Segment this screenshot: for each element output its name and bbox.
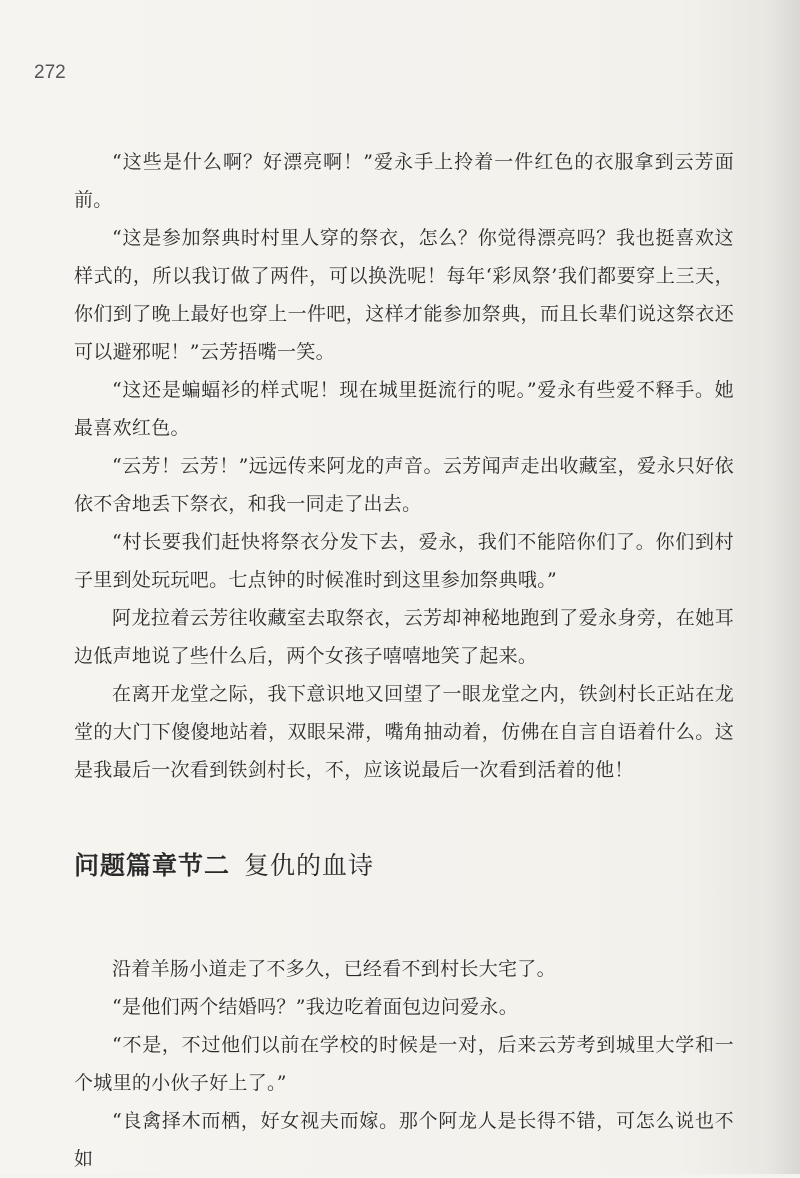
paragraph: “这还是蝙蝠衫的样式呢！现在城里挺流行的呢。”爱永有些爱不释手。她最喜欢红色。	[74, 379, 734, 439]
paragraph: 阿龙拉着云芳往收藏室去取祭衣，云芳却神秘地跑到了爱永身旁，在她耳边低声地说了些什么后，两个女孩子嘻嘻地笑了起来。	[74, 607, 734, 667]
chapter-heading	[74, 846, 374, 882]
paragraph: “这是参加祭典时村里人穿的祭衣，怎么？你觉得漂亮吗？我也挺喜欢这样式的，所以我订做了两件，可以换洗呢！每年‘彩凤祭’我们都要穿上三天，你们到了晚上最好也穿上一件吧，这样才能参加祭典，而且长辈们说这祭衣还可以避邪呢！”云芳捂嘴一笑。	[74, 227, 734, 363]
paragraph: 沿着羊肠小道走了不多久，已经看不到村长大宅了。	[112, 958, 556, 980]
paragraph: 在离开龙堂之际，我下意识地又回望了一眼龙堂之内，铁剑村长正站在龙堂的大门下傻傻地站着，双眼呆滞，嘴角抽动着，仿佛在自言自语着什么。这是我最后一次看到铁剑村长，不，应该说最后一次看到活着的他！	[74, 683, 734, 781]
paragraph: “是他们两个结婚吗？”我边吃着面包边问爱永。	[112, 996, 519, 1018]
paragraph: “云芳！云芳！”远远传来阿龙的声音。云芳闻声走出收藏室，爱永只好依依不舍地丢下祭衣，和我一同走了出去。	[74, 455, 734, 515]
paragraph: “良禽择木而栖，好女视夫而嫁。那个阿龙人是长得不错，可怎么说也不如	[74, 1110, 734, 1170]
chapter-title: 复仇的血诗	[244, 851, 375, 880]
page-number: 272	[34, 62, 66, 83]
paragraph: “村长要我们赶快将祭衣分发下去，爱永，我们不能陪你们了。你们到村子里到处玩玩吧。七点钟的时候准时到这里参加祭典哦。”	[74, 531, 734, 591]
paragraph: “这些是什么啊？好漂亮啊！”爱永手上拎着一件红色的衣服拿到云芳面前。	[74, 151, 734, 211]
section-2-text	[74, 950, 734, 1178]
chapter-label: 问题篇章节二	[74, 851, 231, 880]
paragraph: “不是，不过他们以前在学校的时候是一对，后来云芳考到城里大学和一个城里的小伙子好上了。”	[74, 1034, 734, 1094]
section-1-text	[74, 143, 734, 789]
